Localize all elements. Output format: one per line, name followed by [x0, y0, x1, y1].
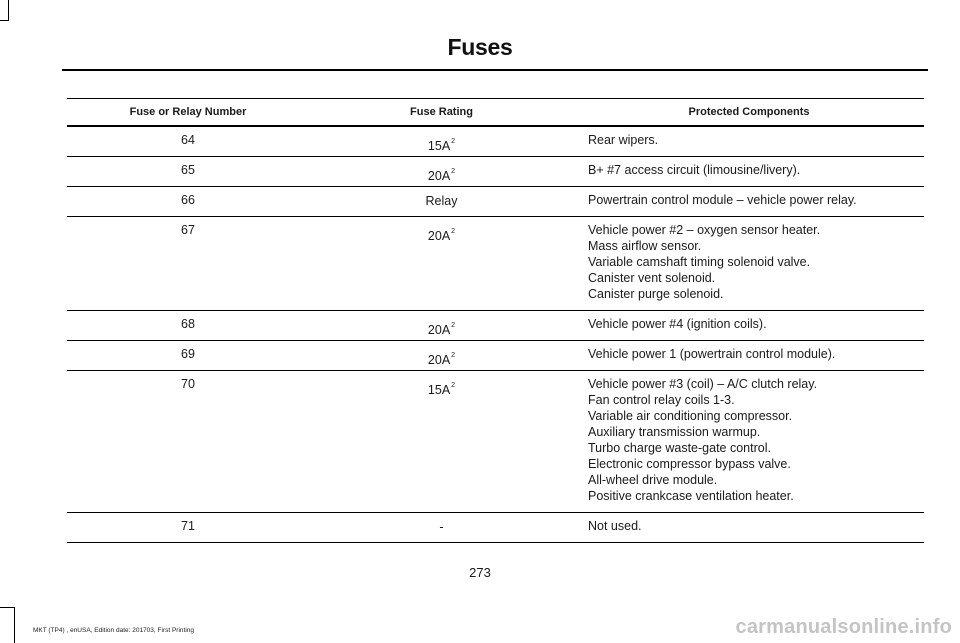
- fuse-rating-cell: [309, 126, 574, 157]
- table-row: [67, 513, 924, 543]
- table-row: [67, 187, 924, 217]
- fuse-rating-cell: [309, 217, 574, 311]
- fuse-rating-value: Relay: [425, 194, 458, 208]
- fuse-rating-value: 15A: [427, 383, 451, 397]
- table-row: [67, 157, 924, 187]
- fuse-rating-value: -: [439, 520, 444, 534]
- fuse-number-cell: 67: [67, 217, 309, 311]
- crop-mark-bottom-left-horizontal: [0, 607, 15, 608]
- protected-components-cell: [574, 371, 924, 513]
- protected-component-line: Canister vent solenoid.: [588, 271, 716, 285]
- fuse-number-cell: 65: [67, 157, 309, 187]
- protected-component-line: Vehicle power #2 – oxygen sensor heater.: [588, 223, 821, 237]
- protected-components-cell: [574, 513, 924, 543]
- table-row: [67, 126, 924, 157]
- fuse-rating-value: 20A: [427, 229, 451, 243]
- fuse-rating-cell: [309, 513, 574, 543]
- fuse-number-cell: 68: [67, 311, 309, 341]
- table-row: [67, 371, 924, 513]
- protected-component-line: Auxiliary transmission warmup.: [588, 425, 761, 439]
- page-number: 273: [469, 565, 491, 580]
- protected-component-line: Turbo charge waste-gate control.: [588, 441, 771, 455]
- footnote-marker: 2: [451, 322, 456, 329]
- fuse-rows: [67, 126, 924, 543]
- table-row: [67, 217, 924, 311]
- footnote-marker: 2: [451, 168, 456, 175]
- table-row: [67, 341, 924, 371]
- protected-component-line: Rear wipers.: [588, 133, 659, 147]
- protected-component-line: Fan control relay coils 1-3.: [588, 393, 735, 407]
- protected-component-line: All-wheel drive module.: [588, 473, 718, 487]
- fuse-rating-cell: [309, 157, 574, 187]
- protected-components-cell: [574, 341, 924, 371]
- protected-component-line: Mass airflow sensor.: [588, 239, 702, 253]
- protected-component-line: Positive crankcase ventilation heater.: [588, 489, 794, 503]
- section-title: Fuses: [447, 34, 513, 60]
- protected-component-line: Vehicle power 1 (powertrain control module).: [588, 347, 836, 361]
- footnote-marker: 2: [451, 382, 456, 389]
- fuse-number-cell: 66: [67, 187, 309, 217]
- fuse-rating-value: 20A: [427, 353, 451, 367]
- fuse-number-cell: 69: [67, 341, 309, 371]
- footnote-marker: 2: [451, 228, 456, 235]
- protected-component-line: Vehicle power #4 (ignition coils).: [588, 317, 767, 331]
- footnote-marker: 2: [451, 138, 456, 145]
- fuse-rating-cell: [309, 187, 574, 217]
- protected-component-line: Electronic compressor bypass valve.: [588, 457, 791, 471]
- column-header-fuse-number: Fuse or Relay Number: [67, 99, 309, 127]
- protected-component-line: Canister purge solenoid.: [588, 287, 724, 301]
- title-rule: [62, 69, 928, 71]
- protected-components-cell: [574, 217, 924, 311]
- fuse-number-cell: 71: [67, 513, 309, 543]
- fuse-number-cell: 64: [67, 126, 309, 157]
- protected-component-line: Powertrain control module – vehicle power relay.: [588, 193, 857, 207]
- table-row: [67, 311, 924, 341]
- protected-components-cell: [574, 187, 924, 217]
- protected-component-line: Vehicle power #3 (coil) – A/C clutch relay.: [588, 377, 818, 391]
- fuse-rating-cell: [309, 341, 574, 371]
- fuse-rating-cell: [309, 311, 574, 341]
- edition-footer: MKT (TP4) , enUSA, Edition date: 201703, First Printing: [33, 627, 195, 634]
- column-header-protected-components: Protected Components: [574, 99, 924, 127]
- fuse-rating-cell: [309, 371, 574, 513]
- column-header-fuse-rating: Fuse Rating: [309, 99, 574, 127]
- fuse-table: [67, 98, 924, 543]
- fuse-number-cell: 70: [67, 371, 309, 513]
- protected-component-line: B+ #7 access circuit (limousine/livery).: [588, 163, 801, 177]
- protected-components-cell: [574, 311, 924, 341]
- protected-component-line: Variable camshaft timing solenoid valve.: [588, 255, 811, 269]
- crop-mark-bottom-left-vertical: [14, 607, 15, 643]
- crop-mark-top-left-horizontal: [0, 20, 9, 21]
- protected-components-cell: [574, 157, 924, 187]
- crop-mark-top-left-vertical: [8, 0, 9, 20]
- fuse-rating-value: 15A: [427, 139, 451, 153]
- protected-component-line: Not used.: [588, 519, 642, 533]
- fuse-rating-value: 20A: [427, 323, 451, 337]
- table-header-row: [67, 99, 924, 127]
- watermark-logo: carmanualsonline.info: [735, 616, 952, 638]
- fuse-rating-value: 20A: [427, 169, 451, 183]
- footnote-marker: 2: [451, 352, 456, 359]
- protected-components-cell: [574, 126, 924, 157]
- protected-component-line: Variable air conditioning compressor.: [588, 409, 793, 423]
